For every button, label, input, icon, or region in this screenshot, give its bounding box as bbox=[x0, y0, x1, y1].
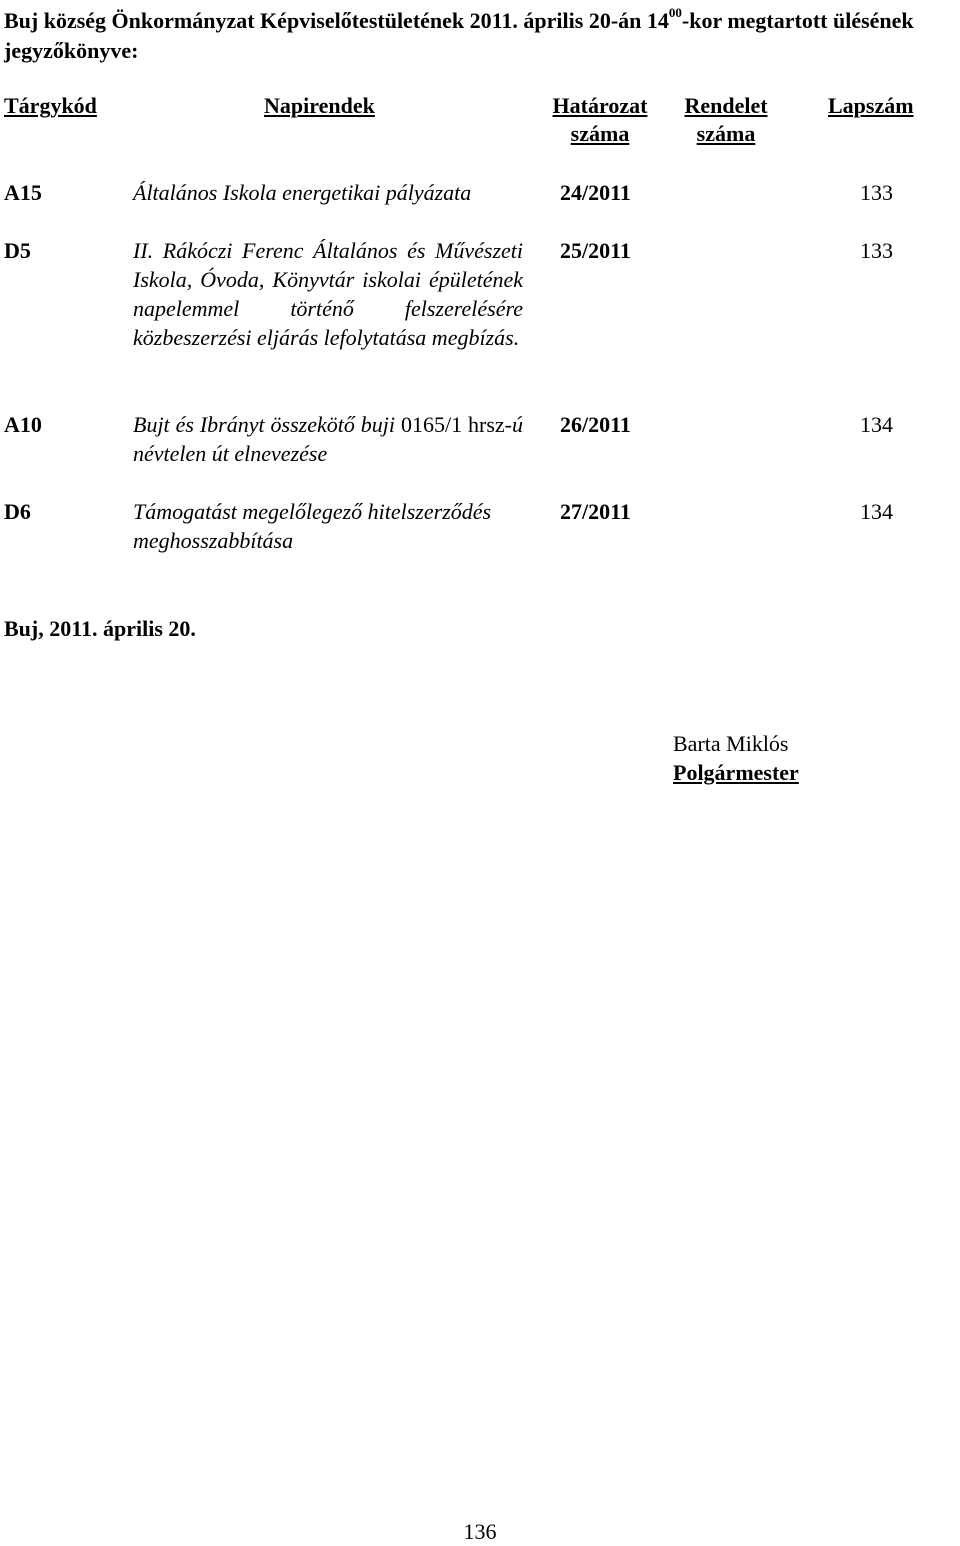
row-code: D5 bbox=[4, 238, 31, 263]
row-page: 134 bbox=[860, 412, 893, 437]
row-resolution: 25/2011 bbox=[560, 238, 631, 263]
signatory-name: Barta Miklós bbox=[673, 731, 789, 756]
row-code: D6 bbox=[4, 499, 31, 524]
column-header-resolution bbox=[540, 92, 660, 148]
row-resolution: 24/2011 bbox=[560, 180, 631, 205]
row-code: A10 bbox=[4, 412, 42, 437]
row-subject-part: hrsz- bbox=[462, 412, 512, 437]
row-subject: II. Rákóczi Ferenc Általános és Művészeti Iskola, Óvoda, Könyvtár iskolai épületének napelemmel történő felszerelésére közbeszerzési eljárás lefolytatása megbízás. bbox=[133, 238, 523, 350]
row-page: 134 bbox=[860, 499, 893, 524]
row-code: A15 bbox=[4, 180, 42, 205]
column-header-resolution-line2: száma bbox=[570, 121, 630, 146]
column-header-resolution-line1: Határozat bbox=[552, 93, 648, 118]
row-subject-part: ú névtelen út elnevezése bbox=[133, 412, 523, 466]
page-number: 136 bbox=[463, 1519, 497, 1544]
row-subject-part: Bujt és Ibrányt összekötő buji bbox=[133, 412, 401, 437]
row-subject-part: 0165/1 bbox=[400, 412, 463, 437]
row-page: 133 bbox=[860, 180, 893, 205]
title-text-start: Buj község Önkormányzat Képviselőtestületének 2011. április 20-án 14 bbox=[4, 8, 669, 33]
column-header-agenda: Napirendek bbox=[264, 93, 375, 118]
column-header-decree-line2: száma bbox=[696, 121, 756, 146]
row-resolution: 26/2011 bbox=[560, 412, 631, 437]
title-superscript: 00 bbox=[668, 4, 682, 20]
row-resolution: 27/2011 bbox=[560, 499, 631, 524]
title-text-end: -kor megtartott ülésének jegyzőkönyve: bbox=[4, 8, 914, 63]
document-title bbox=[4, 6, 954, 66]
row-subject bbox=[133, 410, 523, 468]
row-subject: Általános Iskola energetikai pályázata bbox=[133, 180, 472, 205]
column-header-code: Tárgykód bbox=[4, 93, 97, 118]
place-date: Buj, 2011. április 20. bbox=[4, 616, 196, 641]
row-subject: Támogatást megelőlegező hitelszerződés meghosszabbítása bbox=[133, 499, 492, 553]
column-header-decree-line1: Rendelet bbox=[684, 93, 768, 118]
column-header-decree bbox=[668, 92, 784, 148]
row-page: 133 bbox=[860, 238, 893, 263]
signatory-role: Polgármester bbox=[673, 760, 799, 785]
column-header-page: Lapszám bbox=[828, 93, 914, 118]
